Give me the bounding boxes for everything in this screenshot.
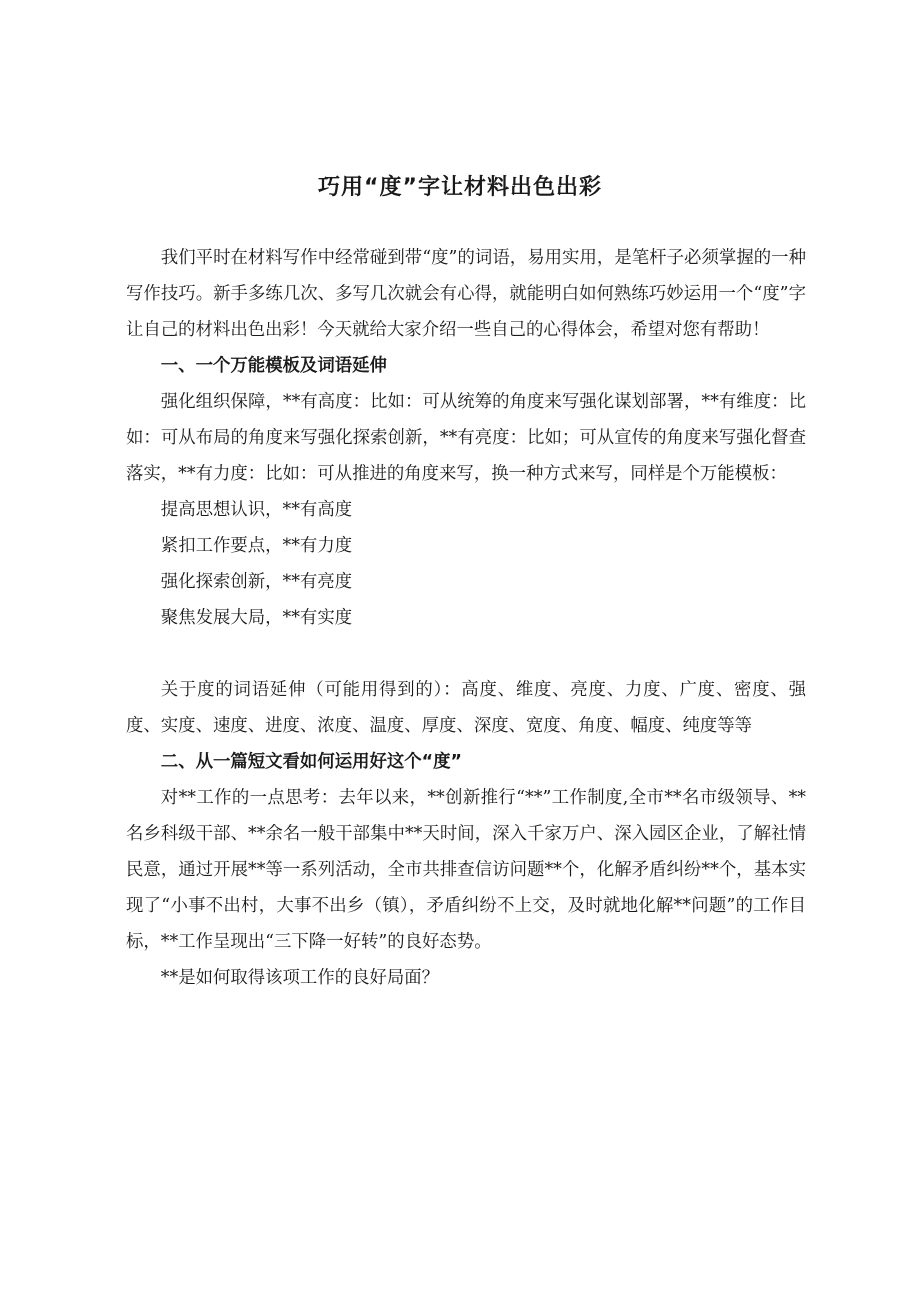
section-heading-2: 二、从一篇短文看如何运用好这个“度” xyxy=(160,752,462,772)
blank-line xyxy=(126,636,806,672)
template-line-3: 强化探索创新，**有亮度 xyxy=(160,572,353,592)
section-heading-1: 一、一个万能模板及词语延伸 xyxy=(160,356,387,376)
template-line-2: 紧扣工作要点，**有力度 xyxy=(160,536,353,556)
document-body xyxy=(126,240,806,996)
essay-paragraph: 对**工作的一点思考：去年以来，**创新推行“**”工作制度,全市**名市级领导、**名乡科级干部、**余名一般干部集中**天时间，深入千家万户、深入园区企业，了解社情民意，通过开展**等一系列活动，全市共排查信访问题**个，化解矛盾纠纷**个，基本实现了“小事不出村，大事不出乡（镇），矛盾纠纷不上交，及时就地化解**问题”的工作目标，**工作呈现出“三下降一好转”的良好态势。 xyxy=(126,788,806,952)
intro-paragraph: 我们平时在材料写作中经常碰到带“度”的词语，易用实用，是笔杆子必须掌握的一种写作技巧。新手多练几次、多写几次就会有心得，就能明白如何熟练巧妙运用一个“度”字让自己的材料出色出彩！今天就给大家介绍一些自己的心得体会，希望对您有帮助！ xyxy=(126,248,806,340)
document-title: 巧用“度”字让材料出色出彩 xyxy=(318,175,602,200)
extension-paragraph: 关于度的词语延伸（可能用得到的）：高度、维度、亮度、力度、广度、密度、强度、实度、速度、进度、浓度、温度、厚度、深度、宽度、角度、幅度、纯度等等 xyxy=(126,680,806,736)
template-line-1: 提高思想认识，**有高度 xyxy=(160,500,353,520)
question-paragraph: **是如何取得该项工作的良好局面？ xyxy=(160,968,440,988)
template-line-4: 聚焦发展大局，**有实度 xyxy=(160,608,353,628)
template-paragraph: 强化组织保障，**有高度：比如：可从统筹的角度来写强化谋划部署，**有维度：比如：可从布局的角度来写强化探索创新，**有亮度：比如；可从宣传的角度来写强化督查落实，**有力度：比如：可从推进的角度来写，换一种方式来写，同样是个万能模板： xyxy=(126,392,806,484)
